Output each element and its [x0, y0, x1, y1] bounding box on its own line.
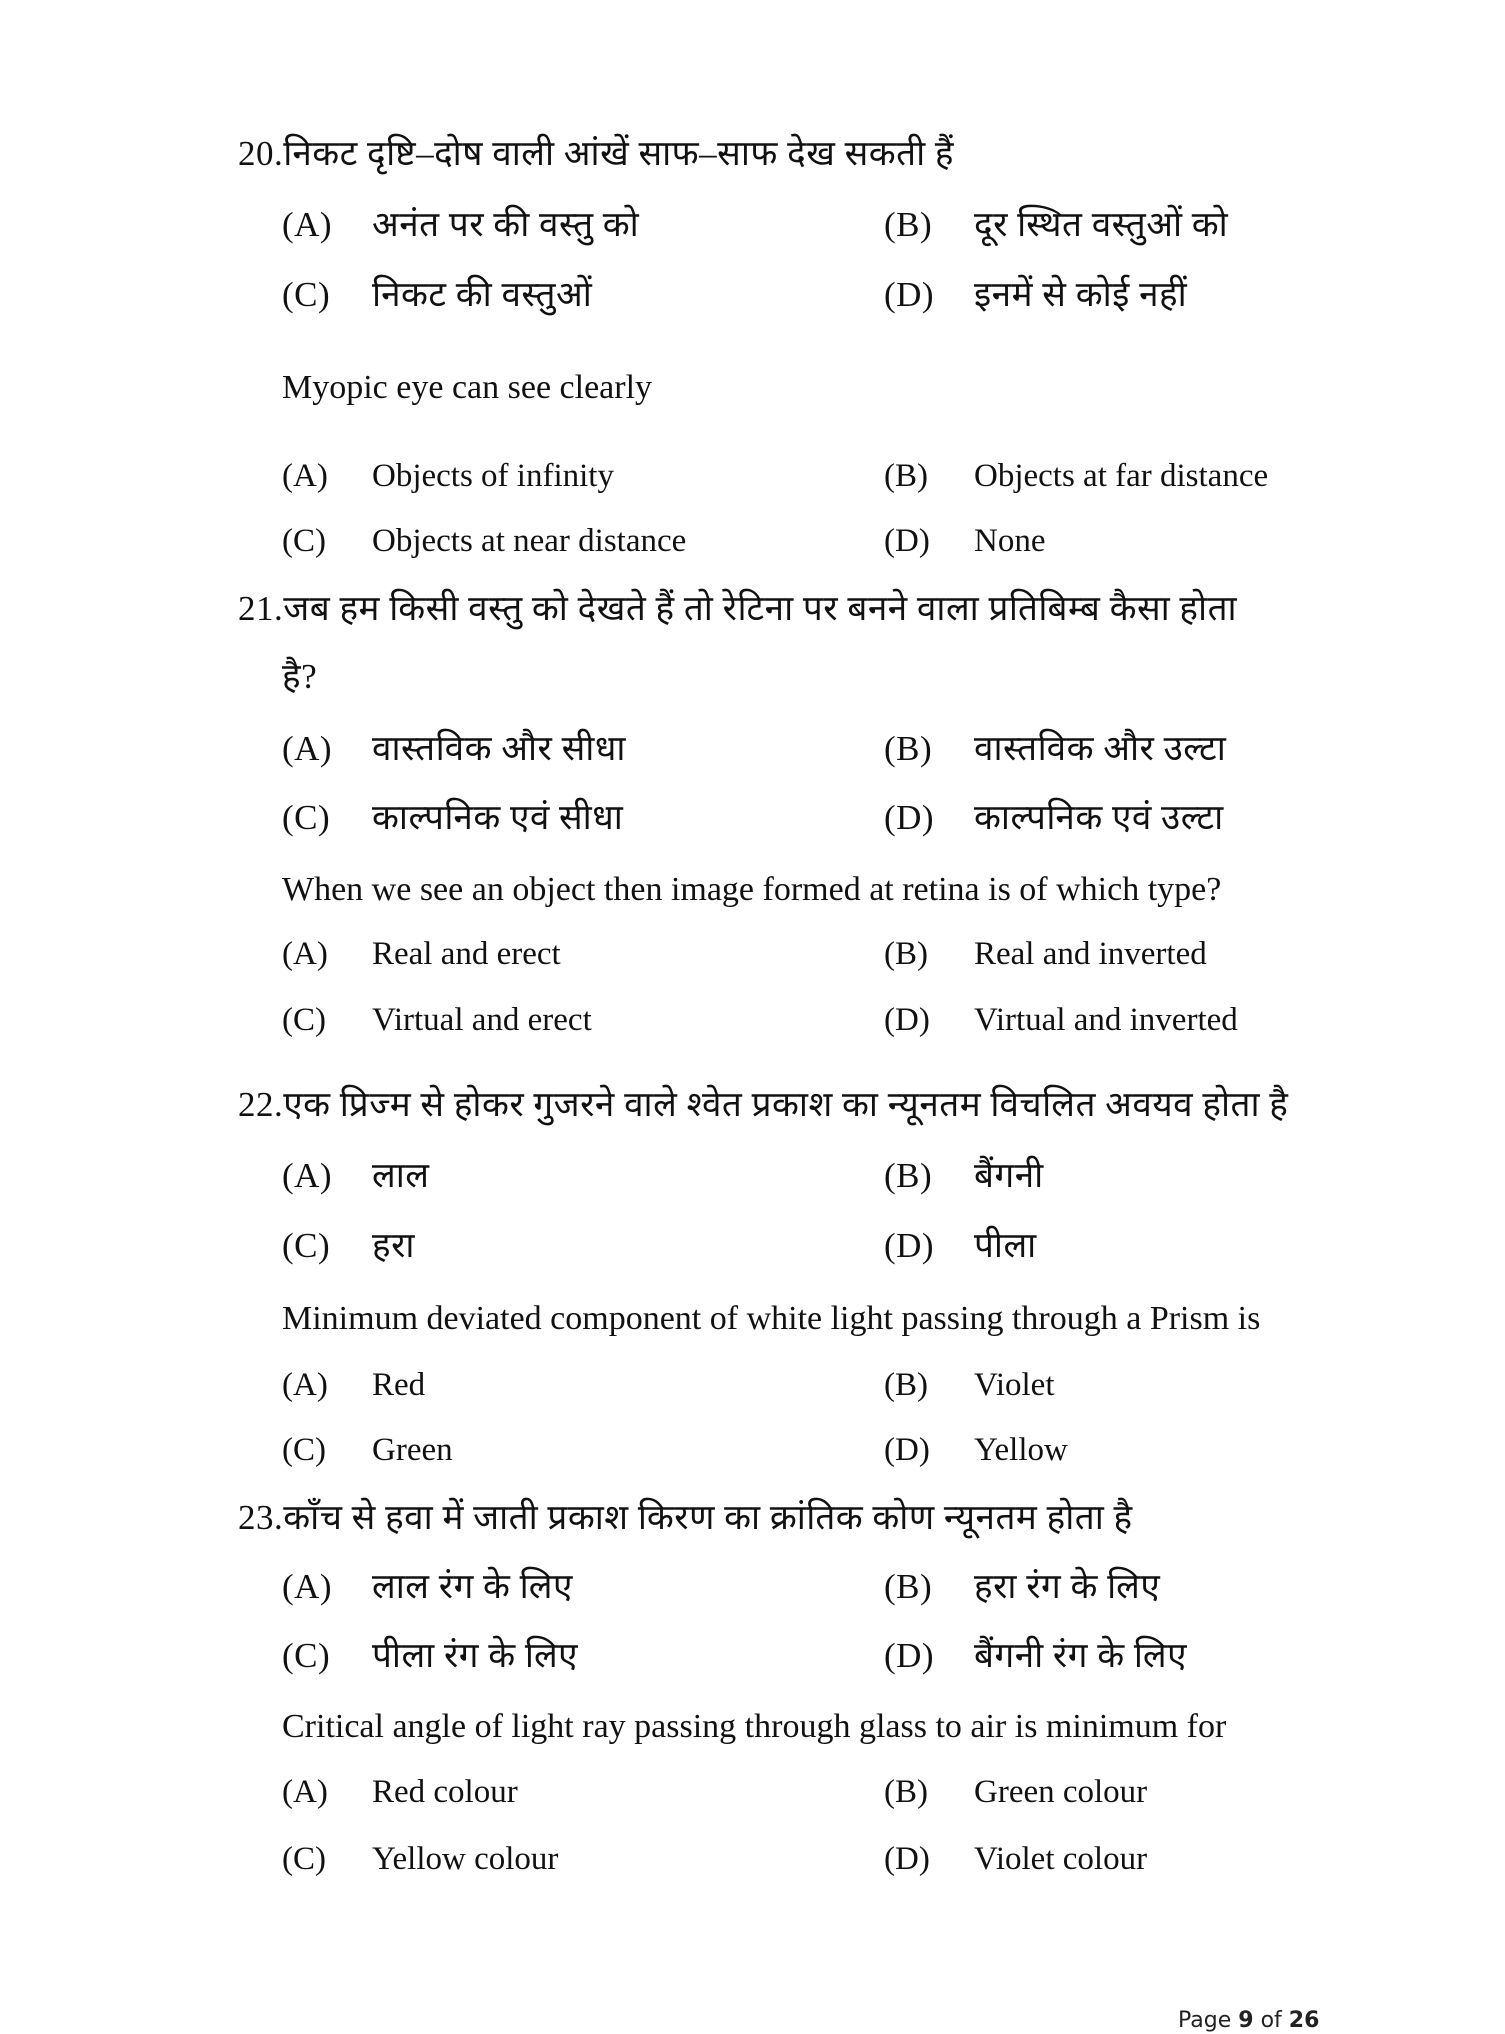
option-label: (B) [884, 1156, 933, 1195]
question-23-hindi [238, 1496, 1133, 1540]
option-text: हरा रंग के लिए [974, 1567, 1161, 1606]
option-b [884, 1770, 1444, 1814]
option-text: बैंगनी रंग के लिए [974, 1636, 1187, 1675]
option-d [884, 796, 1444, 840]
option-c [282, 998, 842, 1042]
option-text: बैंगनी [974, 1156, 1044, 1195]
option-a [282, 1770, 842, 1814]
option-text: वास्तविक और उल्टा [974, 729, 1227, 768]
option-label: (B) [884, 729, 933, 768]
option-d [884, 519, 1444, 563]
option-label: (C) [282, 275, 331, 314]
option-text: Objects of infinity [372, 458, 614, 494]
option-text: वास्तविक और सीधा [372, 729, 626, 768]
option-label: (B) [884, 1774, 928, 1810]
page-number-footer [1178, 2008, 1319, 2033]
option-a [282, 1363, 842, 1407]
option-label: (D) [884, 798, 935, 837]
option-a [282, 727, 842, 771]
option-d [884, 998, 1444, 1042]
option-text: Red colour [372, 1774, 518, 1810]
option-label: (B) [884, 1367, 928, 1403]
option-label: (D) [884, 1636, 935, 1675]
option-text: दूर स्थित वस्तुओं को [974, 205, 1229, 244]
option-label: (A) [282, 458, 328, 494]
of-word: of [1260, 2008, 1282, 2033]
option-c [282, 519, 842, 563]
option-text: Virtual and erect [372, 1002, 592, 1038]
option-text: Violet colour [974, 1841, 1148, 1877]
option-d [884, 1224, 1444, 1268]
option-text: लाल [372, 1156, 430, 1195]
option-label: (A) [282, 205, 333, 244]
option-label: (B) [884, 936, 928, 972]
question-text: एक प्रिज्म से होकर गुजरने वाले श्वेत प्रकाश का न्यूनतम विचलित अवयव होता है [283, 1085, 1289, 1124]
option-text: Virtual and inverted [974, 1002, 1238, 1038]
question-22-hindi [238, 1083, 1288, 1127]
question-text: जब हम किसी वस्तु को देखते हैं तो रेटिना पर बनने वाला प्रतिबिम्ब कैसा होता [283, 589, 1238, 628]
option-label: (A) [282, 1156, 333, 1195]
option-label: (D) [884, 1432, 930, 1468]
option-text: Green [372, 1432, 453, 1468]
option-c [282, 273, 842, 317]
option-label: (D) [884, 275, 935, 314]
option-label: (D) [884, 1002, 930, 1038]
option-d [884, 1837, 1444, 1881]
option-a [282, 932, 842, 976]
option-text: None [974, 523, 1046, 559]
option-b [884, 1154, 1444, 1198]
option-text: लाल रंग के लिए [372, 1567, 573, 1606]
option-c [282, 1428, 842, 1472]
page-word: Page [1178, 2008, 1232, 2033]
option-label: (D) [884, 1841, 930, 1877]
option-label: (A) [282, 1367, 328, 1403]
option-label: (A) [282, 1774, 328, 1810]
option-b [884, 932, 1444, 976]
option-a [282, 1154, 842, 1198]
question-number: 20. [238, 134, 284, 173]
option-label: (D) [884, 1226, 935, 1265]
option-text: Red [372, 1367, 426, 1403]
option-text: हरा [372, 1226, 415, 1265]
question-20-hindi [238, 132, 954, 176]
question-22-english: Minimum deviated component of white light passing through a Prism is [282, 1300, 1261, 1337]
option-label: (B) [884, 205, 933, 244]
option-label: (C) [282, 798, 331, 837]
option-label: (C) [282, 523, 326, 559]
option-c [282, 796, 842, 840]
option-label: (D) [884, 523, 930, 559]
option-text: Real and erect [372, 936, 561, 972]
option-label: (C) [282, 1002, 326, 1038]
option-d [884, 1428, 1444, 1472]
option-text: काल्पनिक एवं उल्टा [974, 798, 1224, 837]
option-a [282, 1565, 842, 1609]
current-page: 9 [1238, 2008, 1254, 2033]
option-text: पीला [974, 1226, 1037, 1265]
option-d [884, 1634, 1444, 1678]
option-text: Yellow [974, 1432, 1068, 1468]
option-label: (C) [282, 1841, 326, 1877]
option-b [884, 1363, 1444, 1407]
question-number: 21. [238, 589, 284, 628]
option-label: (A) [282, 936, 328, 972]
option-text: Violet [974, 1367, 1055, 1403]
option-label: (B) [884, 1567, 933, 1606]
option-label: (C) [282, 1636, 331, 1675]
option-c [282, 1224, 842, 1268]
option-d [884, 273, 1444, 317]
option-label: (C) [282, 1226, 331, 1265]
question-20-english: Myopic eye can see clearly [282, 369, 653, 406]
option-text: Yellow colour [372, 1841, 559, 1877]
option-text: काल्पनिक एवं सीधा [372, 798, 624, 837]
option-text: अनंत पर की वस्तु को [372, 205, 640, 244]
total-pages: 26 [1288, 2008, 1320, 2033]
option-text: निकट की वस्तुओं [372, 275, 593, 314]
question-21-hindi [238, 587, 1237, 631]
option-c [282, 1837, 842, 1881]
option-label: (C) [282, 1432, 326, 1468]
option-text: Real and inverted [974, 936, 1207, 972]
question-text: निकट दृष्टि–दोष वाली आंखें साफ–साफ देख सकती हैं [283, 134, 954, 173]
option-text: इनमें से कोई नहीं [974, 275, 1188, 314]
question-number: 23. [238, 1498, 284, 1537]
option-label: (A) [282, 1567, 333, 1606]
option-text: Objects at near distance [372, 523, 687, 559]
option-text: पीला रंग के लिए [372, 1636, 579, 1675]
option-label: (A) [282, 729, 333, 768]
option-b [884, 454, 1444, 498]
question-text: काँच से हवा में जाती प्रकाश किरण का क्रांतिक कोण न्यूनतम होता है [283, 1498, 1133, 1537]
question-23-english: Critical angle of light ray passing through glass to air is minimum for [282, 1708, 1227, 1745]
option-b [884, 203, 1444, 247]
option-c [282, 1634, 842, 1678]
question-number: 22. [238, 1085, 284, 1124]
question-21-hindi-continuation: है? [282, 657, 318, 696]
option-label: (B) [884, 458, 928, 494]
option-a [282, 454, 842, 498]
option-a [282, 203, 842, 247]
option-b [884, 1565, 1444, 1609]
option-text: Objects at far distance [974, 458, 1269, 494]
option-b [884, 727, 1444, 771]
option-text: Green colour [974, 1774, 1148, 1810]
question-21-english: When we see an object then image formed at retina is of which type? [282, 871, 1222, 908]
